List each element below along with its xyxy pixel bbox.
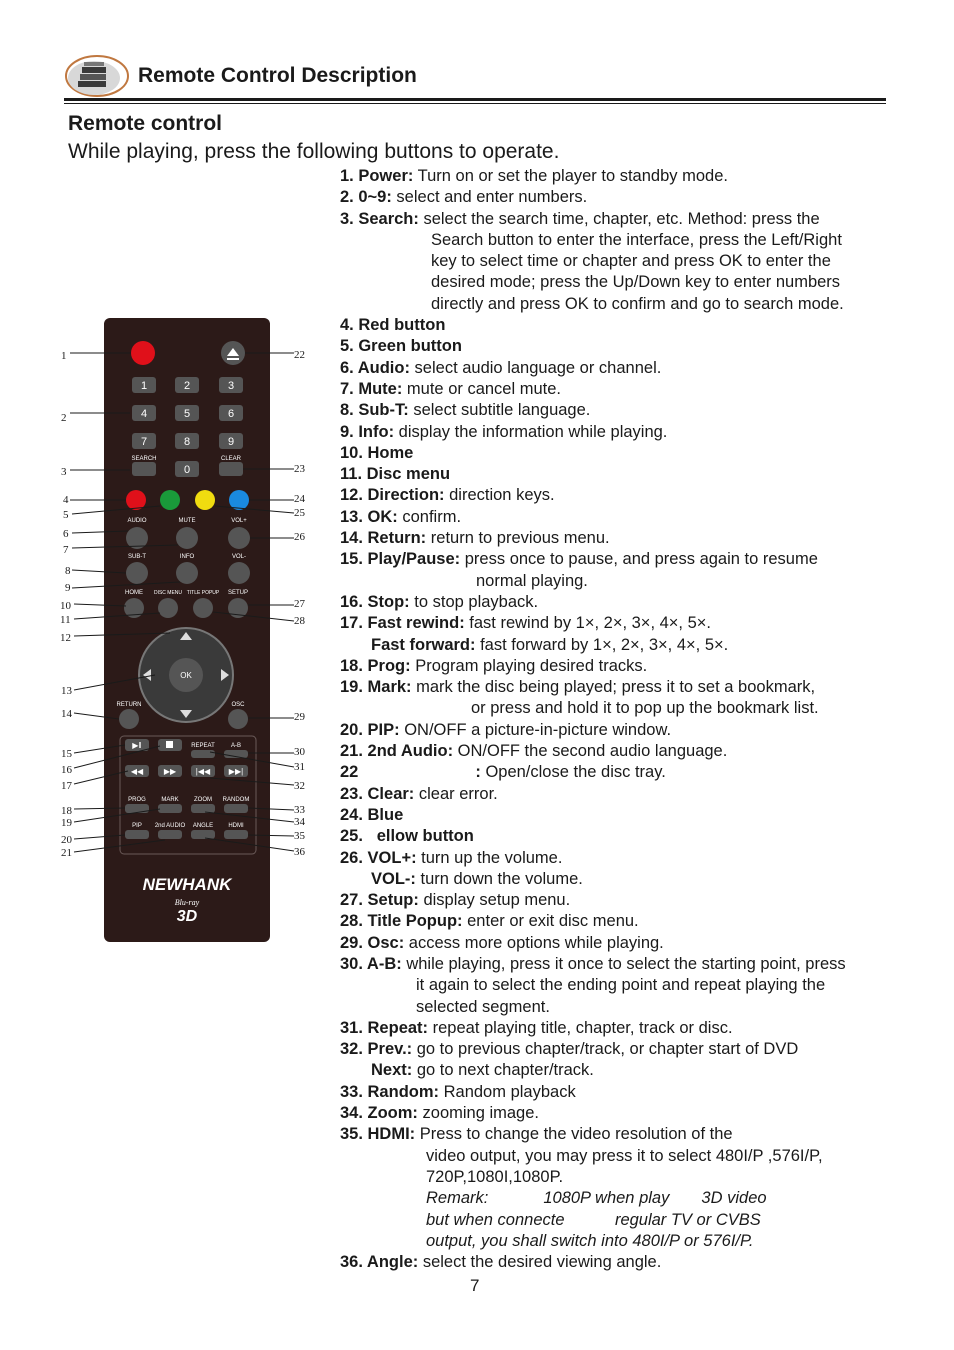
svg-text:8: 8 [183,436,191,448]
svg-text:OSC: OSC [231,702,245,708]
3d-logo: 3D [176,908,198,925]
svg-text:36: 36 [294,846,305,858]
list-item: 7. Mute: mute or cancel mute. [340,379,561,398]
bluray-logo: Blu-ray [174,898,200,907]
list-item-cont: normal playing. [476,571,588,590]
list-item: 26. VOL+: turn up the volume. [340,848,563,867]
svg-text:23: 23 [294,463,305,475]
svg-text:24: 24 [294,493,305,505]
list-item: 19. Mark: mark the disc being played; press it to set a bookmark, [340,678,816,697]
svg-text:34: 34 [294,816,305,828]
list-item: 12. Direction: direction keys. [340,486,555,505]
list-item: 2. 0~9: select and enter numbers. [340,188,588,207]
svg-text:10: 10 [60,600,71,612]
list-item: 10. Home [340,443,414,462]
svg-text:▶▶|: ▶▶| [228,767,244,776]
svg-text:14: 14 [61,708,72,720]
section-title: Remote control [68,112,223,135]
svg-text:INFO: INFO [179,554,195,560]
svg-text:1: 1 [61,350,67,362]
svg-text:VOL-: VOL- [231,554,247,560]
list-item-cont: video output, you may press it to select 480I/P ,576I/P, [426,1146,823,1165]
svg-text:0: 0 [183,464,191,476]
svg-text:7: 7 [63,544,69,556]
remark-text: output, you shall switch into 480I/P or 576I/P. [426,1231,754,1250]
list-item-cont: directly and press OK to confirm and go to search mode. [431,294,844,313]
svg-text:PROG: PROG [128,797,146,803]
svg-text:REPEAT: REPEAT [191,743,215,749]
list-item: 27. Setup: display setup menu. [340,891,571,910]
svg-text:28: 28 [294,615,305,627]
description-list [340,166,910,1273]
svg-text:25: 25 [294,507,305,519]
svg-text:A-B: A-B [230,743,242,749]
list-item-cont: 720P,1080I,1080P. [426,1167,564,1186]
list-item-cont: selected segment. [416,997,550,1016]
svg-text:RETURN: RETURN [116,702,142,708]
svg-text:6: 6 [63,528,69,540]
info-button [176,562,198,584]
svg-text:31: 31 [294,761,305,773]
list-item: 35. HDMI: Press to change the video resolution of the [340,1125,733,1144]
list-item: 17. Fast rewind: fast rewind by 1×, 2×, 3×, 4×, 5×. [340,614,711,633]
svg-text:5: 5 [183,408,191,420]
svg-text:18: 18 [61,805,72,817]
list-item: 11. Disc menu [340,465,451,484]
svg-text:TITLE POPUP: TITLE POPUP [186,590,220,596]
svg-text:HOME: HOME [125,590,143,596]
svg-text:11: 11 [60,614,71,626]
list-item-cont: Fast forward: fast forward by 1×, 2×, 3×, 4×, 5×. [371,635,729,654]
list-item: 31. Repeat: repeat playing title, chapter, track or disc. [340,1018,733,1037]
green-button [160,490,180,510]
svg-text:13: 13 [61,685,72,697]
list-item: 5. Green button [340,337,462,356]
list-item-cont: key to select time or chapter and press OK to enter the [431,252,831,271]
svg-text:16: 16 [61,764,72,776]
svg-text:SEARCH: SEARCH [131,456,157,462]
svg-text:PIP: PIP [132,823,142,829]
list-item-cont: Search button to enter the interface, press the Left/Right [431,230,842,249]
red-button [126,490,146,510]
svg-text:26: 26 [294,531,305,543]
list-item: 34. Zoom: zooming image. [340,1104,539,1123]
power-button [131,341,155,365]
svg-text:OK: OK [180,671,192,680]
list-item: 15. Play/Pause: press once to pause, and press again to resume [340,550,818,569]
vol-down-button [228,562,250,584]
svg-text:SETUP: SETUP [227,590,249,596]
list-item: 9. Info: display the information while playing. [340,422,668,441]
svg-text:CLEAR: CLEAR [220,456,242,462]
list-item: 29. Osc: access more options while playing. [340,933,664,952]
subt-button [126,562,148,584]
list-item-cont: Next: go to next chapter/track. [371,1061,594,1080]
list-item: 25. ellow button [340,827,474,846]
svg-text:ZOOM: ZOOM [194,797,212,803]
svg-text:1: 1 [140,380,148,392]
svg-text:20: 20 [61,834,72,846]
svg-text:◀◀: ◀◀ [130,767,144,776]
title-popup-button [193,598,213,618]
svg-text:7: 7 [140,436,148,448]
list-item-cont: or press and hold it to pop up the bookmark list. [471,699,819,718]
page-number: 7 [470,1276,480,1295]
list-item: 18. Prog: Program playing desired tracks. [340,656,648,675]
svg-text:30: 30 [294,746,305,758]
svg-text:17: 17 [61,780,72,792]
svg-text:MARK: MARK [161,797,179,803]
return-button [119,709,139,729]
list-item: 1. Power: Turn on or set the player to standby mode. [340,167,728,185]
svg-text:VOL+: VOL+ [231,518,247,524]
svg-text:29: 29 [294,711,305,723]
svg-text:9: 9 [65,582,71,594]
svg-text:▶▶: ▶▶ [163,767,177,776]
osc-button [228,709,248,729]
list-item: 16. Stop: to stop playback. [340,592,539,611]
svg-text:▶‖: ▶‖ [132,741,142,750]
list-item: 21. 2nd Audio: ON/OFF the second audio language. [340,742,728,761]
svg-text:6: 6 [227,408,235,420]
list-item-cont: VOL-: turn down the volume. [371,869,583,888]
brand-logo: NEWHANK [142,875,232,894]
svg-text:|◀◀: |◀◀ [195,767,211,776]
list-item: 28. Title Popup: enter or exit disc menu. [340,912,639,931]
list-item: 4. Red button [340,316,446,335]
svg-text:8: 8 [65,565,71,577]
list-item: 33. Random: Random playback [340,1082,576,1101]
page-title: Remote Control Description [138,64,417,87]
vol-up-button [228,527,250,549]
svg-text:ANGLE: ANGLE [192,823,214,829]
svg-text:22: 22 [294,349,305,361]
disc-menu-button [158,598,178,618]
list-item: 30. A-B: while playing, press it once to select the starting point, press [340,954,846,973]
svg-text:SUB-T: SUB-T [128,554,146,560]
svg-text:3: 3 [227,380,235,392]
svg-text:2nd AUDIO: 2nd AUDIO [154,823,186,829]
svg-text:3: 3 [61,466,67,478]
list-item-cont: desired mode; press the Up/Down key to enter numbers [431,273,841,292]
list-item: 23. Clear: clear error. [340,784,498,803]
svg-text:RANDOM: RANDOM [222,797,250,803]
blue-button [229,490,249,510]
svg-text:21: 21 [61,847,72,859]
list-item: 22 : Open/close the disc tray. [340,763,666,782]
list-item: 20. PIP: ON/OFF a picture-in-picture window. [340,720,672,739]
list-item: 8. Sub-T: select subtitle language. [340,401,591,420]
svg-text:19: 19 [61,817,72,829]
svg-text:27: 27 [294,598,305,610]
svg-text:15: 15 [61,748,72,760]
remark-text: Remark: 1080P when play 3D video [426,1189,767,1208]
list-item: 3. Search: select the search time, chapter, etc. Method: press the [340,209,820,228]
mute-button [176,527,198,549]
svg-text:9: 9 [227,436,235,448]
svg-text:AUDIO: AUDIO [127,518,147,524]
list-item: 6. Audio: select audio language or channel. [340,358,662,377]
svg-text:HDMI: HDMI [228,823,244,829]
svg-text:12: 12 [60,632,71,644]
svg-text:2: 2 [61,412,67,424]
list-item: 14. Return: return to previous menu. [340,529,610,548]
svg-text:DISC MENU: DISC MENU [153,590,183,596]
svg-text:33: 33 [294,804,305,816]
svg-text:MUTE: MUTE [178,518,196,524]
list-item: 32. Prev.: go to previous chapter/track, or chapter start of DVD [340,1040,799,1059]
list-item-cont: it again to select the ending point and repeat playing the [416,976,826,995]
section-subtitle: While playing, press the following buttons to operate. [68,140,560,163]
remark-text: but when connecte regular TV or CVBS [426,1210,761,1229]
list-item: 24. Blue [340,805,404,824]
svg-text:32: 32 [294,780,305,792]
svg-text:4: 4 [63,494,69,506]
list-item: 13. OK: confirm. [340,507,462,526]
svg-text:4: 4 [140,408,148,420]
svg-text:35: 35 [294,830,305,842]
yellow-button [195,490,215,510]
list-item: 36. Angle: select the desired viewing angle. [340,1253,662,1272]
svg-text:2: 2 [183,380,191,392]
svg-text:5: 5 [63,509,69,521]
